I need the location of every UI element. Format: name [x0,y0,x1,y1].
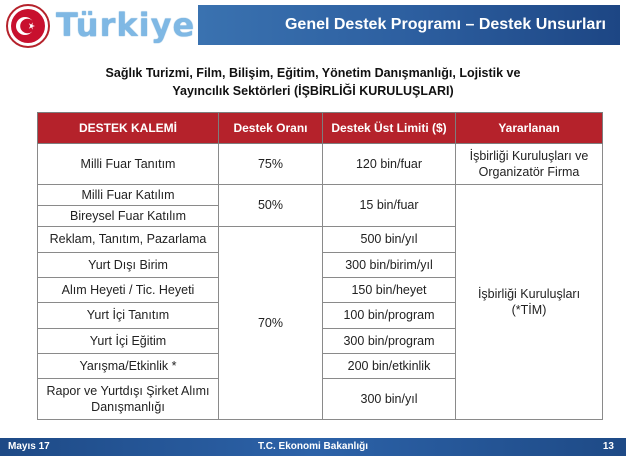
column-header-item: DESTEK KALEMİ [38,113,219,144]
turkiye-logo: Türkiye [56,6,196,44]
item-cell: Yurt İçi Tanıtım [38,303,219,328]
item-cell: Yarışma/Etkinlik * [38,353,219,378]
beneficiary-line-1: İşbirliği Kuruluşları [477,286,581,301]
beneficiary-cell [456,184,603,419]
table-row [38,184,603,205]
footer-date: Mayıs 17 [8,441,50,452]
item-cell: Milli Fuar Tanıtım [38,144,219,185]
subtitle [60,64,566,100]
item-cell: Bireysel Fuar Katılım [38,205,219,226]
limit-cell: 120 bin/fuar [323,144,456,185]
limit-cell: 300 bin/birim/yıl [323,252,456,277]
beneficiary-cell: İşbirliği Kuruluşları ve Organizatör Firma [456,144,603,185]
ministry-seal-icon [6,4,50,48]
item-cell: Rapor ve Yurtdışı Şirket Alımı Danışmanlığı [38,379,219,420]
page-title [198,5,620,45]
rate-cell: 50% [219,184,323,227]
page-title-text: Genel Destek Programı – Destek Unsurları [284,16,606,33]
subtitle-line-2: Yayıncılık Sektörleri (İŞBİRLİĞİ KURULUŞLARI) [172,84,454,98]
support-table [37,112,603,420]
page-number: 13 [602,441,614,452]
limit-cell: 500 bin/yıl [323,227,456,252]
table-header-row [38,113,603,144]
rate-cell: 70% [219,227,323,420]
footer-ministry: T.C. Ekonomi Bakanlığı [257,441,369,452]
limit-cell: 150 bin/heyet [323,277,456,302]
limit-cell: 15 bin/fuar [323,184,456,227]
item-cell: Reklam, Tanıtım, Pazarlama [38,227,219,252]
item-cell: Yurt İçi Eğitim [38,328,219,353]
table-row [38,144,603,185]
limit-cell: 200 bin/etkinlik [323,353,456,378]
subtitle-line-1: Sağlık Turizmi, Film, Bilişim, Eğitim, Yönetim Danışmanlığı, Lojistik ve [105,66,521,80]
limit-cell: 300 bin/program [323,328,456,353]
item-cell: Yurt Dışı Birim [38,252,219,277]
column-header-limit: Destek Üst Limiti ($) [323,113,456,144]
limit-cell: 100 bin/program [323,303,456,328]
item-cell: Milli Fuar Katılım [38,184,219,205]
limit-cell: 300 bin/yıl [323,379,456,420]
item-cell: Alım Heyeti / Tic. Heyeti [38,277,219,302]
rate-cell: 75% [219,144,323,185]
footer [0,438,626,456]
column-header-rate: Destek Oranı [219,113,323,144]
column-header-beneficiary: Yararlanan [456,113,603,144]
beneficiary-line-2: (*TİM) [511,302,547,317]
header [0,0,626,52]
